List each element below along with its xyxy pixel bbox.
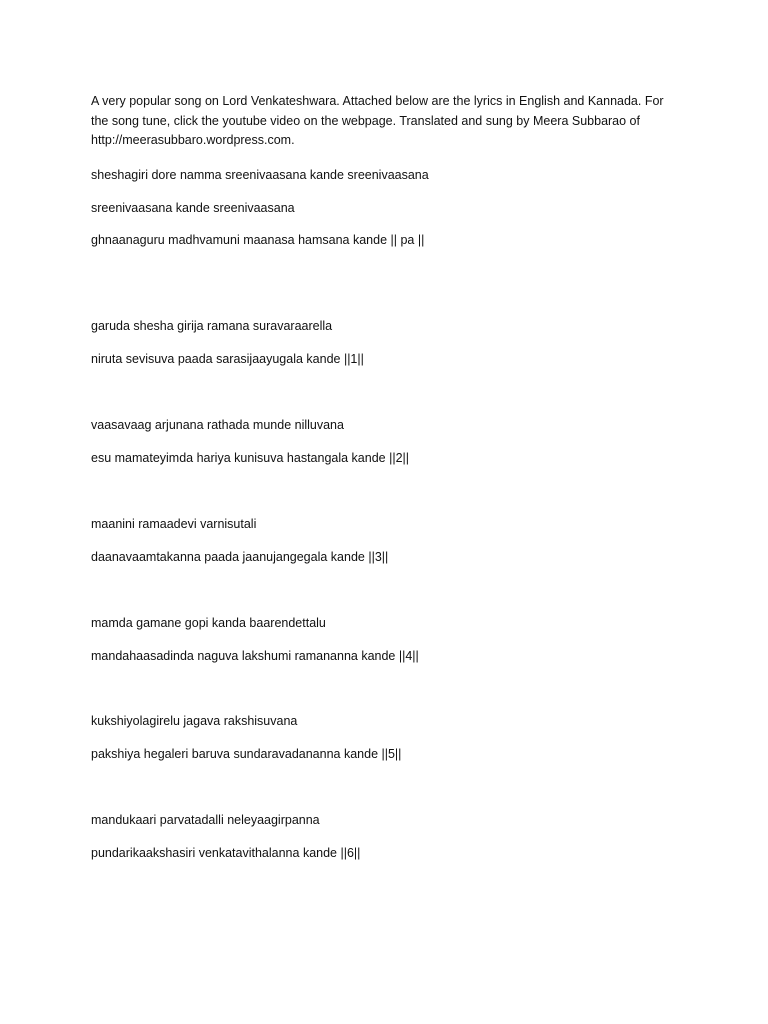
lyric-line: mandahaasadinda naguva lakshumi ramananna kande ||4||	[91, 649, 419, 663]
lyric-line: kukshiyolagirelu jagava rakshisuvana	[91, 714, 298, 728]
lyric-line: esu mamateyimda hariya kunisuva hastangala kande ||2||	[91, 451, 410, 465]
lyric-line: daanavaamtakanna paada jaanujangegala kande ||3||	[91, 550, 389, 564]
lyric-line: pundarikaakshasiri venkatavithalanna kande ||6||	[91, 846, 361, 860]
lyric-line: sheshagiri dore namma sreenivaasana kande sreenivaasana	[91, 168, 429, 182]
lyric-line: pakshiya hegaleri baruva sundaravadananna kande ||5||	[91, 747, 402, 761]
lyric-line: garuda shesha girija ramana suravaraarella	[91, 319, 333, 333]
lyric-line: mandukaari parvatadalli neleyaagirpanna	[91, 813, 320, 827]
lyric-line: niruta sevisuva paada sarasijaayugala kande ||1||	[91, 352, 364, 366]
lyric-line: mamda gamane gopi kanda baarendettalu	[91, 616, 326, 630]
lyric-line: maanini ramaadevi varnisutali	[91, 517, 257, 531]
lyric-line: vaasavaag arjunana rathada munde nilluvana	[91, 418, 344, 432]
lyric-line: sreenivaasana kande sreenivaasana	[91, 201, 295, 215]
intro-paragraph: A very popular song on Lord Venkateshwara. Attached below are the lyrics in English and Kannada. For the song tune, click the youtube video on the webpage. Translated and sung by Meera Subbarao of http://meerasubbaro.wordpress.com.	[91, 94, 664, 147]
lyric-line: ghnaanaguru madhvamuni maanasa hamsana kande || pa ||	[91, 233, 425, 247]
